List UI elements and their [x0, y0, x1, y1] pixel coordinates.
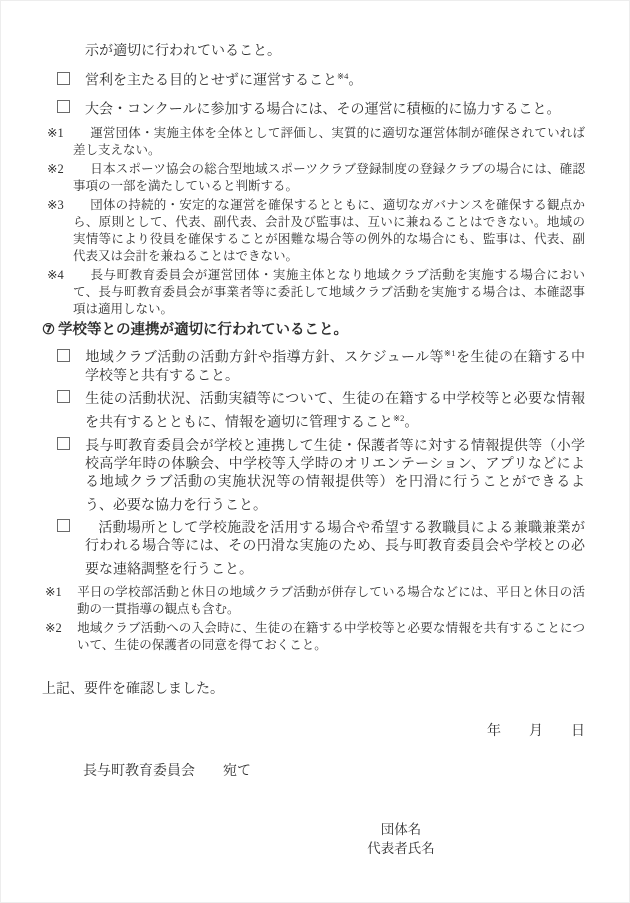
footnote-number: ※1: [47, 126, 64, 141]
section-title: 学校等との連携が適切に行われていること。: [58, 322, 348, 339]
checklist-block: [42, 344, 585, 580]
checkbox: [57, 72, 70, 85]
footnote-number: ※1: [45, 584, 62, 599]
checklist-item: [42, 96, 585, 120]
organization-name-label: 団体名: [380, 821, 422, 837]
check-text: 生徒の活動状況、活動実績等について、生徒の在籍する中学校等と必要な情報を共有するとともに、情報を適切に管理すること: [85, 391, 585, 431]
footnote-text: 平日の学校部活動と休日の地域クラブ活動が併存している場合などには、平日と休日の活動の一貫指導の観点も含む。: [77, 584, 585, 616]
footnote-text: 長与町教育委員会が運営団体・実施主体となり地域クラブ活動を実施する場合において、長与町教育委員会が事業者等に委託して地域クラブ活動を実施する場合は、本確認事項は適用しない。: [73, 268, 585, 317]
footnote-number: ※4: [47, 268, 64, 283]
checklist-item: [42, 344, 585, 386]
footnote-text: 運営団体・実施主体を全体として評価し、実質的に適切な運営体制が確保されていれば差し支えない。: [73, 126, 585, 158]
footnote: [42, 125, 585, 159]
confirmation-statement: 上記、要件を確認しました。: [42, 681, 224, 697]
check-text-post: 。: [404, 415, 419, 431]
footnote: [42, 620, 585, 654]
footnote-number: ※2: [47, 162, 64, 177]
footnote: [42, 267, 585, 318]
footnote-number: ※3: [47, 198, 64, 213]
addressee-line: 長与町教育委員会 宛て: [83, 763, 251, 779]
section-heading: [42, 320, 585, 340]
section-number: ⑦: [42, 322, 55, 339]
check-text-post: 。: [348, 73, 363, 89]
footnote-number: ※2: [45, 620, 62, 635]
check-text: 大会・コンクールに参加する場合には、その運営に積極的に協力すること。: [85, 102, 561, 118]
footnote-text: 地域クラブ活動への入会時に、生徒の在籍する中学校等と必要な情報を共有することについて、生徒の保護者の同意を得ておくこと。: [77, 620, 585, 652]
checkbox: [57, 437, 70, 450]
check-text: 地域クラブ活動の活動方針や指導方針、スケジュール等: [85, 350, 444, 366]
representative-name-label: 代表者氏名: [367, 840, 435, 856]
note-reference: ※4: [337, 71, 349, 81]
notes-block: [42, 584, 585, 654]
checklist-item: [42, 390, 585, 433]
footnote: [42, 161, 585, 195]
lead-continuation-line: 示が適切に行われていること。: [85, 44, 281, 59]
footnote: [42, 584, 585, 618]
check-text: 活動場所として学校施設を活用する場合や希望する教職員による兼職兼業が行われる場合等には、その円滑な実施のため、長与町教育委員会や学校との必要な連絡調整を行うこと。: [85, 521, 585, 578]
notes-block: [42, 125, 585, 318]
footnote-text: 団体の持続的・安定的な運営を確保するとともに、適切なガバナンスを確保する観点から、原則として、代表、副代表、会計及び監事は、互いに兼ねることはできない。地域の実情等により役員を確保することが困難な場合等の例外的な場合にも、監事は、代表、副代表又は会計を兼ねることはできない。: [73, 198, 585, 264]
checkbox: [57, 390, 70, 403]
checklist-item: [42, 67, 585, 91]
check-text: 長与町教育委員会が学校と連携して生徒・保護者等に対する情報提供等（小学校高学年時の体験会、中学校等入学時のオリエンテーション、アプリなどによる地域クラブ活動の実施状況等の情報提供等）を円滑に行うことができるよう、必要な協力を行うこと。: [85, 438, 585, 514]
check-text-post: を生徒の在籍する中学校等と共有すること。: [85, 350, 585, 384]
checkbox: [57, 349, 70, 362]
check-text: 営利を主たる目的とせずに運営すること: [85, 73, 337, 89]
checklist-item: [42, 519, 585, 580]
checkbox: [57, 519, 70, 532]
date-line: 年 月 日: [487, 723, 585, 739]
footnote-text: 日本スポーツ協会の総合型地域スポーツクラブ登録制度の登録クラブの場合には、確認事項の一部を満たしていると判断する。: [73, 162, 585, 194]
footnote: [42, 197, 585, 265]
note-reference: ※1: [443, 348, 456, 359]
checklist-item: [42, 437, 585, 516]
checkbox: [57, 100, 70, 113]
note-reference: ※2: [393, 412, 405, 423]
signature-block: [330, 820, 472, 858]
